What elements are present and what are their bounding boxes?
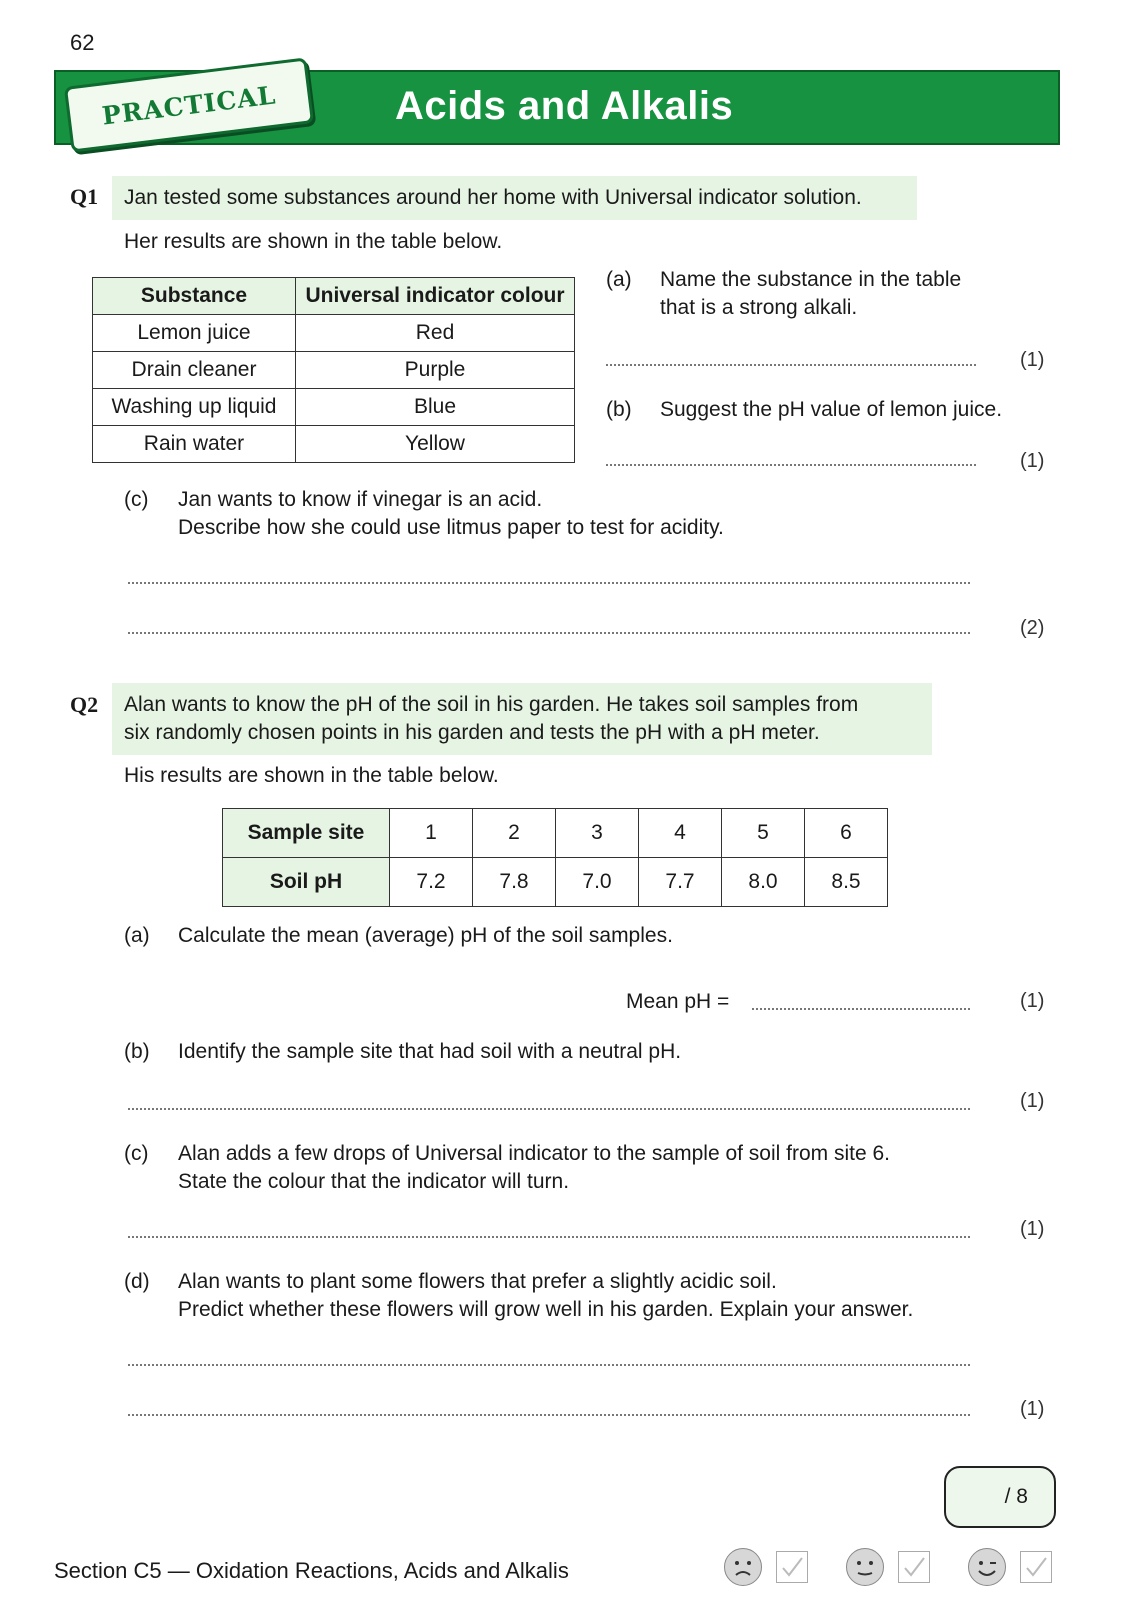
page-title: Acids and Alkalis <box>395 84 734 128</box>
q1c-marks: (2) <box>1020 617 1045 639</box>
q1-number: Q1 <box>70 184 99 209</box>
q2-results-text: His results are shown in the table below. <box>124 764 499 787</box>
q1b-label: (b) <box>606 398 632 421</box>
q1c-answer-line-2[interactable] <box>128 632 970 634</box>
q1c-line2: Describe how she could use litmus paper to test for acidity. <box>178 516 724 539</box>
table-header: Substance <box>93 278 296 315</box>
table-cell: Rain water <box>93 426 296 463</box>
check-box-neutral[interactable] <box>898 1551 930 1583</box>
score-total: / 8 <box>1004 1485 1028 1508</box>
q1c-line1: Jan wants to know if vinegar is an acid. <box>178 488 543 511</box>
table-row <box>223 809 888 858</box>
q2a-label: (a) <box>124 924 150 947</box>
q2-intro <box>112 683 932 755</box>
check-icon <box>777 1552 807 1582</box>
q2c-marks: (1) <box>1020 1218 1045 1240</box>
table-header-row <box>93 278 575 315</box>
table-cell: 1 <box>390 809 473 858</box>
row-header: Soil pH <box>223 858 390 907</box>
table-cell: Lemon juice <box>93 315 296 352</box>
q2d-answer-line-1[interactable] <box>128 1364 970 1366</box>
q1b-marks: (1) <box>1020 450 1045 472</box>
table-row <box>93 315 575 352</box>
table-row <box>93 389 575 426</box>
q2-number: Q2 <box>70 692 99 717</box>
table-row <box>93 352 575 389</box>
table-cell: 8.0 <box>722 858 805 907</box>
q2c-answer-line[interactable] <box>128 1236 970 1238</box>
q1b-text: Suggest the pH value of lemon juice. <box>660 398 1003 421</box>
check-icon <box>899 1552 929 1582</box>
q1a-line1: Name the substance in the table <box>660 268 962 291</box>
q1-intro: Jan tested some substances around her home with Universal indicator solution. <box>112 176 917 220</box>
table-cell: 4 <box>639 809 722 858</box>
table-cell: 8.5 <box>805 858 888 907</box>
q2-intro-line2: six randomly chosen points in his garden and tests the pH with a pH meter. <box>124 721 820 744</box>
row-header: Sample site <box>223 809 390 858</box>
q1a-answer-line[interactable] <box>606 364 976 366</box>
q2-intro-line1: Alan wants to know the pH of the soil in his garden. He takes soil samples from <box>124 693 859 716</box>
q1a-line2: that is a strong alkali. <box>660 296 858 319</box>
table-row <box>93 426 575 463</box>
q2c-label: (c) <box>124 1142 149 1165</box>
q2-results-table <box>222 808 888 907</box>
table-cell: 5 <box>722 809 805 858</box>
table-cell: 7.7 <box>639 858 722 907</box>
sad-face-icon <box>724 1548 762 1586</box>
q2a-marks: (1) <box>1020 990 1045 1012</box>
q2b-label: (b) <box>124 1040 150 1063</box>
table-cell: Washing up liquid <box>93 389 296 426</box>
q2d-line2: Predict whether these flowers will grow well in his garden. Explain your answer. <box>178 1298 914 1321</box>
q2b-answer-line[interactable] <box>128 1108 970 1110</box>
q2d-answer-line-2[interactable] <box>128 1414 970 1416</box>
q2d-line1: Alan wants to plant some flowers that prefer a slightly acidic soil. <box>178 1270 777 1293</box>
q1c-label: (c) <box>124 488 149 511</box>
table-cell: 2 <box>473 809 556 858</box>
q1c-answer-line-1[interactable] <box>128 582 970 584</box>
table-cell: Drain cleaner <box>93 352 296 389</box>
table-cell: Red <box>296 315 575 352</box>
table-cell: 7.8 <box>473 858 556 907</box>
page-number: 62 <box>70 30 95 55</box>
q1b-answer-line[interactable] <box>606 464 976 466</box>
check-box-happy[interactable] <box>1020 1551 1052 1583</box>
q1-results-text: Her results are shown in the table below. <box>124 230 503 253</box>
practical-tag-label: PRACTICAL <box>100 79 278 131</box>
q1-results-table <box>92 277 575 463</box>
q1a-label: (a) <box>606 268 632 291</box>
q2c-line1: Alan adds a few drops of Universal indicator to the sample of soil from site 6. <box>178 1142 891 1165</box>
section-footer: Section C5 — Oxidation Reactions, Acids and Alkalis <box>54 1558 569 1583</box>
table-cell: 3 <box>556 809 639 858</box>
check-box-sad[interactable] <box>776 1551 808 1583</box>
table-row <box>223 858 888 907</box>
q2d-marks: (1) <box>1020 1398 1045 1420</box>
table-cell: Purple <box>296 352 575 389</box>
q2b-text: Identify the sample site that had soil with a neutral pH. <box>178 1040 682 1063</box>
q2b-marks: (1) <box>1020 1090 1045 1112</box>
table-cell: 7.0 <box>556 858 639 907</box>
q2a-text: Calculate the mean (average) pH of the soil samples. <box>178 924 673 947</box>
q2a-answer-label: Mean pH = <box>626 990 730 1013</box>
q2a-answer-line[interactable] <box>752 1008 970 1010</box>
table-cell: Blue <box>296 389 575 426</box>
score-box <box>944 1466 1056 1528</box>
q2d-label: (d) <box>124 1270 150 1293</box>
table-header: Universal indicator colour <box>296 278 575 315</box>
happy-face-icon <box>968 1548 1006 1586</box>
q1a-marks: (1) <box>1020 349 1045 371</box>
neutral-face-icon <box>846 1548 884 1586</box>
q2c-line2: State the colour that the indicator will turn. <box>178 1170 570 1193</box>
table-cell: 7.2 <box>390 858 473 907</box>
table-cell: 6 <box>805 809 888 858</box>
check-icon <box>1021 1552 1051 1582</box>
table-cell: Yellow <box>296 426 575 463</box>
